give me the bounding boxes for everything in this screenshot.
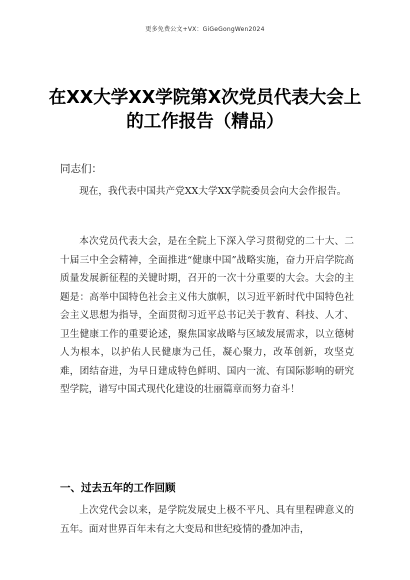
section-heading: 一、过去五年的工作回顾 [60,482,176,494]
salutation: 同志们： [60,163,102,175]
document-title: 在XX大学XX学院第X次党员代表大会上的工作报告（精品） [48,88,362,132]
intro-paragraph: 现在，我代表中国共产党XX大学XX学院委员会向大会作报告。 [79,186,347,197]
theme-paragraph: 本次党员代表大会，是在全院上下深入学习贯彻党的二十大、二十届三中全会精神，全面推进“健康中国”战略实施，奋力开启学院高质量发展新征程的关键时期，召开的一次十分重要的大会。大会的主题是：高举中国特色社会主义伟大旗帜，以习近平新时代中国特色社会主义思想为指导，全面贯彻习近平总书记关于教育、科技、人才、卫生健康工作的重要论述，聚焦国家战略与区域发展需求，以立德树人为根本，以护佑人民健康为己任，凝心聚力，改革创新，攻坚克难，团结奋进，为早日建成特色鲜明、国内一流、有国际影响的研究型学院，谱写中国式现代化建设的壮丽篇章而努力奋斗！ [60,236,354,395]
header-note: 更多免费公文+VX：GiGeGongWen2024 [145,26,265,33]
section-paragraph: 上次党代会以来，是学院发展史上极不平凡、具有里程碑意义的五年。面对世界百年未有之大变局和世纪疫情的叠加冲击， [60,505,354,535]
